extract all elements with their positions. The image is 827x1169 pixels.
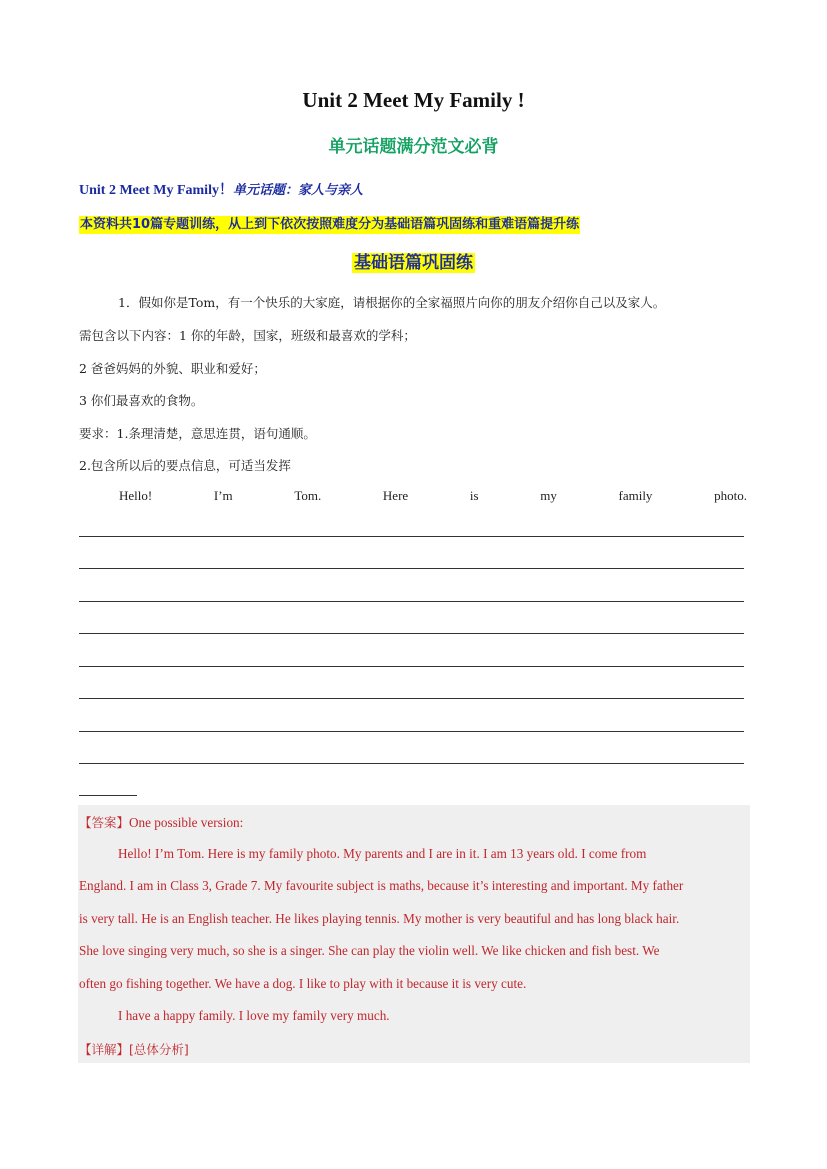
answer-line: often go fishing together. We have a dog. I like to play with it because it is very cute. (79, 976, 527, 991)
starter-word: Hello! (119, 488, 153, 503)
starter-word: family (618, 488, 653, 503)
starter-word: is (469, 488, 479, 503)
writing-line[interactable] (79, 601, 744, 602)
detail-header (79, 1040, 189, 1058)
task-line-4: 3 你们最喜欢的食物。 (79, 393, 204, 408)
unit-title-en: Unit 2 Meet My Family！ (79, 183, 233, 198)
answer-line: I have a happy family. I love my family very much. (118, 1008, 390, 1023)
answer-intro: One possible version: (129, 815, 244, 830)
answer-line: England. I am in Class 3, Grade 7. My favourite subject is maths, because it’s interesting and important. My father (79, 878, 684, 893)
detail-label: 【详解】 (79, 1042, 130, 1057)
writing-line[interactable] (79, 536, 744, 537)
task-line-5: 要求：1.条理清楚，意思连贯，语句通顺。 (79, 426, 316, 441)
writing-line[interactable] (79, 731, 744, 732)
answer-line: is very tall. He is an English teacher. He likes playing tennis. My mother is very beautiful and has long black hair. (79, 911, 680, 926)
answer-header (79, 813, 243, 831)
starter-word: Here (382, 488, 409, 503)
section-heading-text: 基础语篇巩固练 (354, 253, 473, 273)
answer-line: She love singing very much, so she is a singer. She can play the violin well. We like chicken and fish best. We (79, 943, 660, 958)
starter-word: photo. (714, 488, 747, 503)
writing-line[interactable] (79, 763, 744, 764)
notice-banner: 本资料共10篇专题训练，从上到下依次按照难度分为基础语篇巩固练和重难语篇提升练 (80, 217, 580, 232)
writing-line[interactable] (79, 666, 744, 667)
writing-line[interactable] (79, 568, 744, 569)
answer-line: Hello! I’m Tom. Here is my family photo. My parents and I are in it. I am 13 years old. I come from (118, 846, 647, 861)
unit-topic-line (79, 179, 363, 199)
task-line-2: 需包含以下内容：1 你的年龄，国家，班级和最喜欢的学科； (79, 328, 416, 343)
starter-word: Tom. (294, 488, 322, 503)
starter-word: my (540, 488, 557, 503)
starter-word: I’m (213, 488, 233, 503)
answer-box (78, 805, 750, 1063)
page-title: Unit 2 Meet My Family ! (302, 88, 525, 112)
page-subtitle: 单元话题满分范文必背 (328, 137, 499, 157)
unit-topic-cn: 单元话题：家人与亲人 (232, 183, 363, 198)
answer-label: 【答案】 (79, 815, 130, 830)
writing-line-end[interactable] (79, 795, 137, 796)
writing-line[interactable] (79, 698, 744, 699)
writing-line[interactable] (79, 633, 744, 634)
task-line-6: 2.包含所以后的要点信息，可适当发挥 (79, 458, 291, 473)
task-line-1: 1．假如你是Tom，有一个快乐的大家庭，请根据你的全家福照片向你的朋友介绍你自己以及家人。 (118, 295, 666, 310)
task-line-3: 2 爸爸妈妈的外貌、职业和爱好； (79, 361, 266, 376)
section-heading (0, 250, 827, 276)
writing-starter (79, 488, 747, 504)
detail-text: [总体分析] (129, 1042, 189, 1057)
